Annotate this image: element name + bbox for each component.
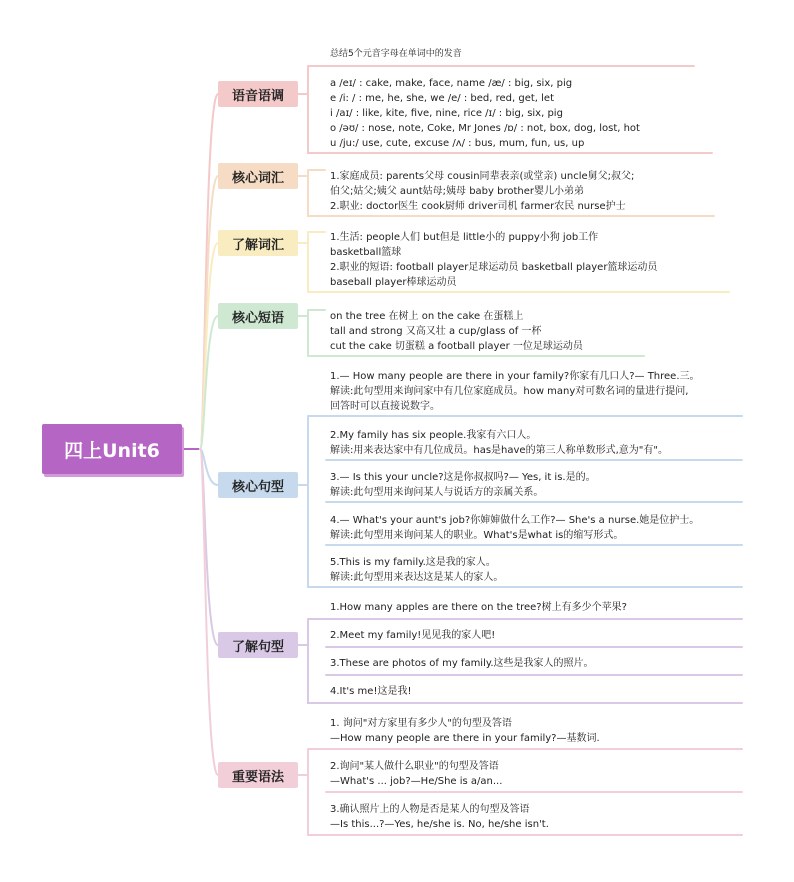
category-label: 语音语调 (231, 88, 284, 104)
node-line: 3.确认照片上的人物是否是某人的句型及答语 (330, 804, 530, 815)
node-line: 1.家庭成员: parents父母 cousin同辈表亲(或堂亲) uncle舅父;叔父; (330, 171, 635, 182)
category-core-phrases (218, 303, 298, 329)
node-line: 1.How many apples are there on the tree?树上有多少个苹果? (330, 602, 627, 613)
node-line: 1.生活: people人们 but但是 little小的 puppy小狗 job工作 (330, 232, 599, 243)
node-grammar-2 (330, 759, 502, 789)
node-line: a /eɪ/ : cake, make, face, name /æ/ : big, six, pig (330, 78, 573, 89)
node-line: 1. 询问"对方家里有多少人"的句型及答语 (330, 718, 512, 729)
underline (325, 748, 743, 750)
underline (325, 586, 743, 588)
node-line: u /ju:/ use, cute, excuse /ʌ/ : bus, mum, fun, us, up (330, 138, 585, 149)
connector (308, 310, 325, 356)
node-line: —Is this...?—Yes, he/she is. No, he/she isn't. (330, 819, 549, 830)
underline (325, 702, 743, 704)
underline (325, 834, 743, 836)
node-core-sentence-3 (330, 470, 596, 500)
node-line: 2.职业: doctor医生 cook厨师 driver司机 farmer农民 nurse护士 (330, 201, 626, 212)
node-line: 2.询问"某人做什么职业"的句型及答语 (330, 761, 499, 772)
node-line: 1.— How many people are there in your family?你家有几口人?— Three.三。 (330, 371, 700, 382)
category-label: 了解句型 (231, 639, 284, 655)
category-pronunciation (218, 81, 298, 107)
category-core-sentences (218, 472, 298, 498)
node-core-words (330, 169, 634, 214)
node-line: 解读:此句型用来表达这是某人的家人。 (330, 572, 504, 583)
underline (325, 544, 743, 546)
node-line: cut the cake 切蛋糕 a football player 一位足球运动员 (330, 341, 583, 352)
category-label: 核心词汇 (231, 170, 284, 186)
node-line: e /i: / : me, he, she, we /e/ : bed, red, get, let (330, 93, 554, 104)
underline (325, 674, 743, 676)
node-line: —What's ... job?—He/She is a/an... (330, 776, 503, 787)
node-line: 解读:此句型用来询问某人与说话方的亲属关系。 (330, 487, 544, 498)
category-label: 了解词汇 (231, 237, 284, 253)
category-label: 核心句型 (231, 479, 284, 495)
node-core-sentence-5 (330, 555, 503, 585)
node-line: 解读:此句型用来询问某人的职业。What's是what is的缩写形式。 (330, 530, 624, 541)
node-core-phrases (330, 309, 583, 354)
node-line: —How many people are there in your family?—基数词. (330, 733, 600, 744)
node-line: 3.These are photos of my family.这些是我家人的照片。 (330, 658, 594, 669)
node-line: 5.This is my family.这是我的家人。 (330, 557, 496, 568)
node-core-sentence-4 (330, 513, 699, 543)
node-line: 4.It's me!这是我! (330, 686, 412, 697)
category-know-words (218, 230, 298, 256)
connector (308, 749, 325, 835)
connector (308, 232, 325, 292)
node-core-sentence-1 (330, 369, 700, 414)
node-line: 3.— Is this your uncle?这是你叔叔吗?— Yes, it is.是的。 (330, 472, 596, 483)
category-label: 重要语法 (231, 769, 284, 785)
category-know-sentences (218, 632, 298, 658)
connector (308, 416, 325, 587)
underline (325, 646, 743, 648)
node-pron-vowels (330, 76, 640, 151)
node-know-sentence-3 (330, 656, 594, 671)
category-core-words (218, 163, 298, 189)
node-line: tall and strong 又高又壮 a cup/glass of 一杯 (330, 326, 542, 337)
root-title: 四上Unit6 (64, 439, 160, 462)
connector (308, 619, 325, 703)
category-grammar (218, 762, 298, 788)
node-line: basketball篮球 (330, 247, 402, 258)
underline (325, 501, 743, 503)
node-know-sentence-1 (330, 600, 627, 615)
node-know-sentence-2 (330, 628, 495, 643)
node-line: o /əʊ/ : nose, note, Coke, Mr Jones /ɒ/ : not, box, dog, lost, hot (330, 123, 640, 134)
root-node (42, 424, 182, 474)
underline (325, 291, 730, 293)
node-line: on the tree 在树上 on the cake 在蛋糕上 (330, 311, 524, 322)
underline (325, 459, 743, 461)
underline (325, 415, 743, 417)
node-pron-title (330, 47, 462, 62)
node-know-sentence-4 (330, 684, 411, 699)
node-line: 2.职业的短语: football player足球运动员 basketball player篮球运动员 (330, 262, 658, 273)
underline (325, 355, 645, 357)
underline (325, 215, 715, 217)
connector (200, 449, 218, 775)
node-line: 2.My family has six people.我家有六口人。 (330, 430, 537, 441)
node-line: 伯父;姑父;姨父 aunt姑母;姨母 baby brother婴儿小弟弟 (330, 186, 584, 197)
node-line: 2.Meet my family!见见我的家人吧! (330, 630, 496, 641)
node-line: 解读:用来表达家中有几位成员。has是have的第三人称单数形式,意为"有"。 (330, 445, 668, 456)
node-grammar-3 (330, 802, 549, 832)
connector (308, 170, 325, 216)
node-grammar-1 (330, 716, 600, 746)
underline (325, 65, 695, 67)
node-line: 总结5个元音字母在单词中的发音 (330, 49, 462, 59)
underline (325, 618, 743, 620)
node-line: 4.— What's your aunt's job?你婶婶做什么工作?— She's a nurse.她是位护士。 (330, 515, 700, 526)
node-know-words (330, 230, 657, 290)
connector (308, 66, 325, 153)
node-line: baseball player棒球运动员 (330, 277, 457, 288)
node-line: i /aɪ/ : like, kite, five, nine, rice /ɪ/ : big, six, pig (330, 108, 563, 119)
category-label: 核心短语 (231, 310, 284, 326)
node-line: 回答时可以直接说数字。 (330, 401, 440, 412)
underline (325, 791, 743, 793)
underline (325, 152, 713, 154)
node-line: 解读:此句型用来询问家中有几位家庭成员。how many对可数名词的量进行提问, (330, 386, 689, 397)
node-core-sentence-2 (330, 428, 668, 458)
